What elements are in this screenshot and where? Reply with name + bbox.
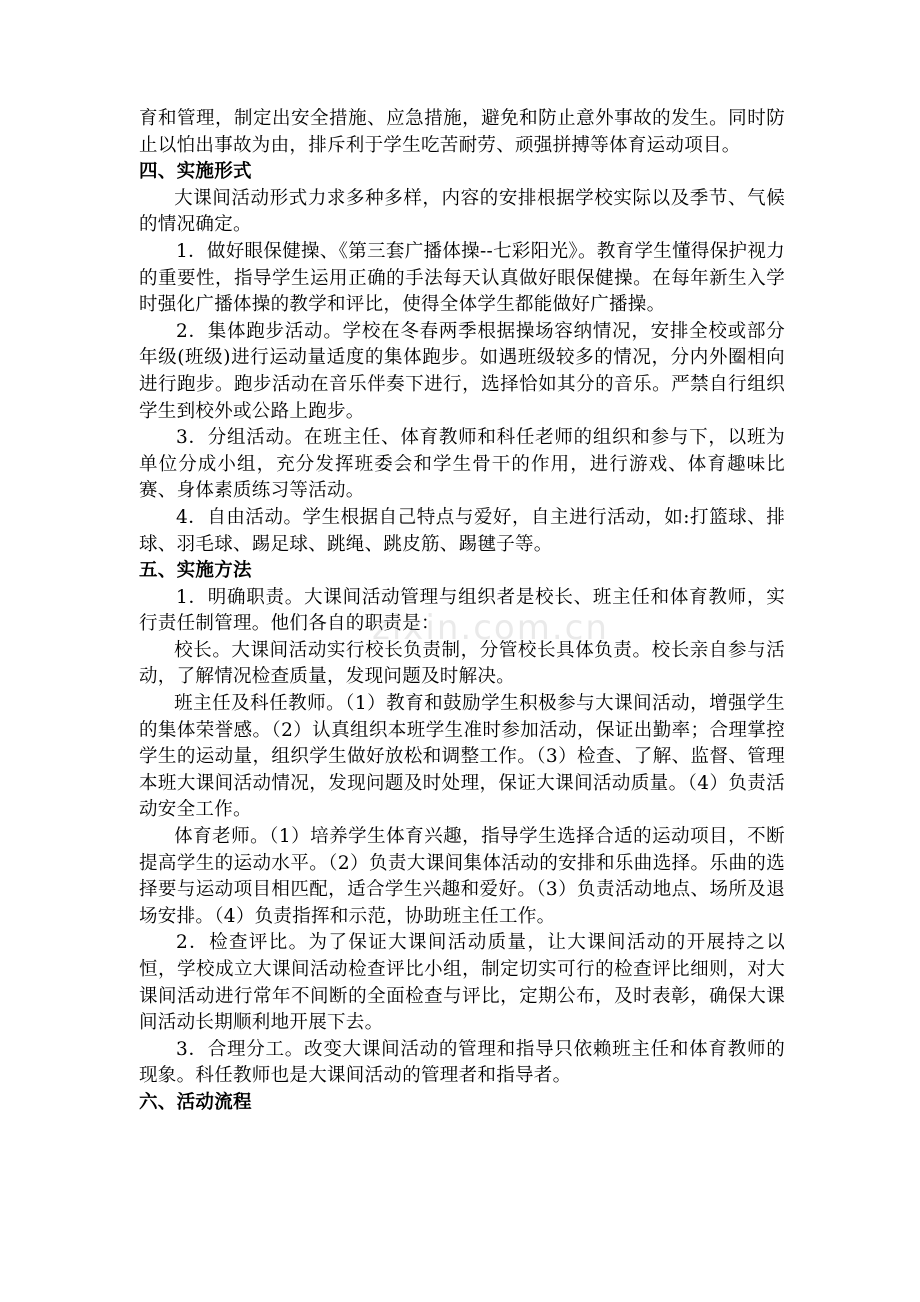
section-5-para-pe-teacher: 体育老师。（1）培养学生体育兴趣，指导学生选择合适的运动项目，不断提高学生的运动水平。（2）负责大课间集体活动的安排和乐曲选择。乐曲的选择要与运动项目相匹配，适合学生兴趣和爱好。（3）负责活动地点、场所及退场安排。（4）负责指挥和示范，协助班主任工作。 (139, 826, 785, 927)
watermark: zixin.com.cn (372, 608, 609, 648)
section-5-para-principal: 校长。大课间活动实行校长负责制，分管校长具体负责。校长亲自参与活动，了解情况检查质量，发现问题及时解决。 (139, 639, 785, 688)
section-4-item-1: 1．做好眼保健操、《第三套广播体操--七彩阳光》。教育学生懂得保护视力的重要性，指导学生运用正确的手法每天认真做好眼保健操。在每年新生入学时强化广播体操的教学和评比，使得全体学生都能做好广播操。 (139, 240, 785, 316)
section-4-item-3: 3．分组活动。在班主任、体育教师和科任老师的组织和参与下，以班为单位分成小组，充分发挥班委会和学生骨干的作用，进行游戏、体育趣味比赛、身体素质练习等活动。 (139, 427, 785, 502)
section-4-item-2: 2．集体跑步活动。学校在冬春两季根据操场容纳情况，安排全校或部分年级(班级)进行运动量适度的集体跑步。如遇班级较多的情况，分内外圈相向进行跑步。跑步活动在音乐伴奏下进行，选择恰如其分的音乐。严禁自行组织学生到校外或公路上跑步。 (139, 320, 785, 422)
intro-paragraph: 育和管理，制定出安全措施、应急措施，避免和防止意外事故的发生。同时防止以怕出事故为由，排斥利于学生吃苦耐劳、顽强拼搏等体育运动项目。 (139, 108, 785, 156)
section-4-intro: 大课间活动形式力求多种多样，内容的安排根据学校实际以及季节、气候的情况确定。 (139, 187, 785, 236)
section-5-heading: 五、实施方法 (139, 560, 252, 582)
section-5-para-3: 3．合理分工。改变大课间活动的管理和指导只依赖班主任和体育教师的现象。科任教师也是大课间活动的管理者和指导者。 (139, 1038, 785, 1087)
document-page (139, 106, 785, 1117)
section-5-para-class-teacher: 班主任及科任教师。（1）教育和鼓励学生积极参与大课间活动，增强学生的集体荣誉感。（2）认真组织本班学生准时参加活动，保证出勤率；合理掌控学生的运动量，组织学生做好放松和调整工作。（3）检查、了解、监督、管理本班大课间活动情况，发现问题及时处理，保证大课间活动质量。（4）负责活动安全工作。 (139, 693, 785, 821)
section-6-heading: 六、活动流程 (139, 1091, 252, 1113)
section-4-heading: 四、实施形式 (139, 161, 252, 183)
section-5-para-1: 1．明确职责。大课间活动管理与组织者是校长、班主任和体育教师，实行责任制管理。他们各自的职责是： (139, 586, 785, 635)
section-4-item-4: 4．自由活动。学生根据自己特点与爱好，自主进行活动，如:打篮球、排球、羽毛球、踢足球、跳绳、跳皮筋、踢毽子等。 (139, 506, 785, 555)
section-5-para-2: 2．检查评比。为了保证大课间活动质量，让大课间活动的开展持之以恒，学校成立大课间活动检查评比小组，制定切实可行的检查评比细则，对大课间活动进行常年不间断的全面检查与评比，定期公布，及时表彰，确保大课间活动长期顺利地开展下去。 (139, 932, 785, 1034)
